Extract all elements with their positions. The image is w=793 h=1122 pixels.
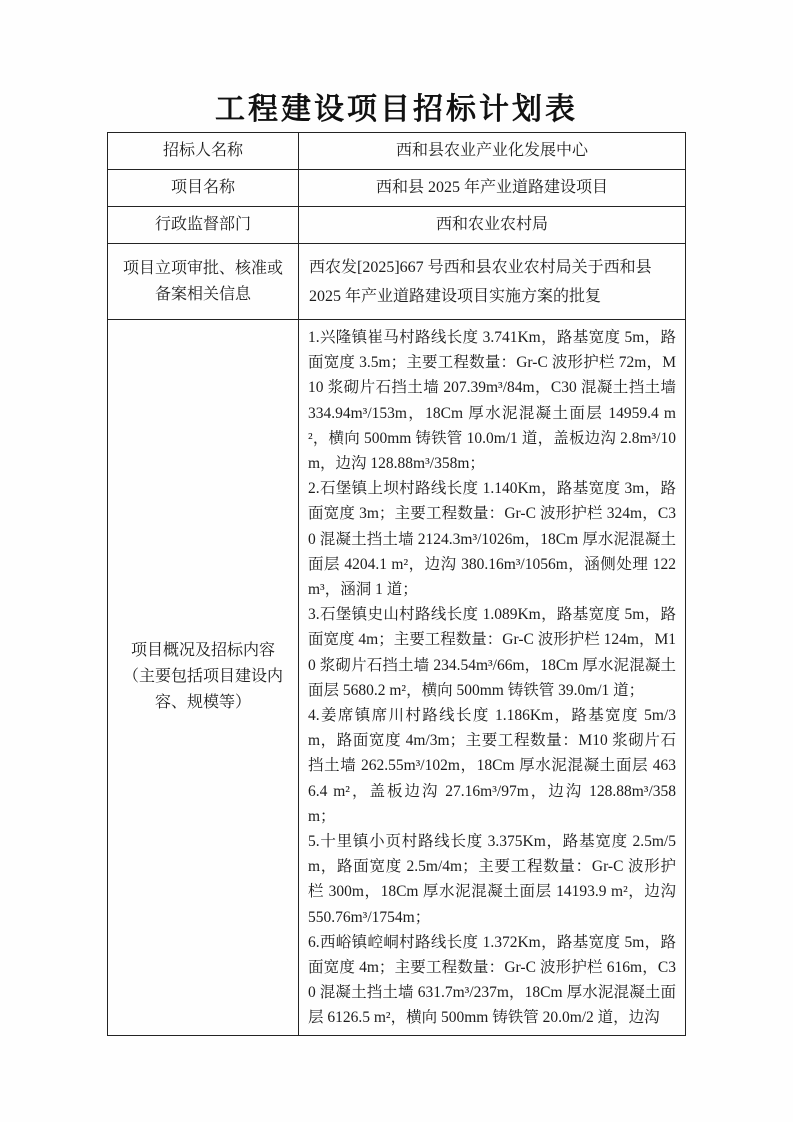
row-value-approval-info: 西农发[2025]667 号西和县农业农村局关于西和县 2025 年产业道路建设项目实施方案的批复 — [299, 244, 686, 320]
table-row — [108, 320, 686, 1036]
row-label-project-overview: 项目概况及招标内容（主要包括项目建设内容、规模等） — [108, 320, 299, 1036]
table-row — [108, 170, 686, 207]
table-row — [108, 207, 686, 244]
row-label-tenderer-name: 招标人名称 — [108, 133, 299, 170]
overview-paragraph-4: 4.姜席镇席川村路线长度 1.186Km，路基宽度 5m/3m，路面宽度 4m/3m；主要工程数量：M10 浆砌片石挡土墙 262.55m³/102m，18Cm 厚水泥混凝土面层 4636.4 m²，盖板边沟 27.16m³/97m，边沟 128.88m³/358m； — [308, 707, 676, 825]
page-title: 工程建设项目招标计划表 — [215, 93, 578, 126]
table-row — [108, 244, 686, 320]
overview-paragraph-2: 2.石堡镇上坝村路线长度 1.140Km，路基宽度 3m，路面宽度 3m；主要工程数量：Gr-C 波形护栏 324m，C30 混凝土挡土墙 2124.3m³/1026m，18Cm 厚水泥混凝土面层 4204.1 m²，边沟 380.16m³/1056m，涵侧处理 122m³，涵洞 1 道； — [308, 480, 676, 599]
row-label-approval-info: 项目立项审批、核准或备案相关信息 — [108, 244, 299, 320]
row-label-supervision-department: 行政监督部门 — [108, 207, 299, 244]
row-value-project-overview — [299, 320, 686, 1036]
overview-paragraph-5: 5.十里镇小页村路线长度 3.375Km，路基宽度 2.5m/5m，路面宽度 2.5m/4m；主要工程数量：Gr-C 波形护栏 300m，18Cm 厚水泥混凝土面层 14193.9 m²，边沟 550.76m³/1754m； — [308, 833, 676, 926]
overview-paragraph-6: 6.西峪镇崆峒村路线长度 1.372Km，路基宽度 5m，路面宽度 4m；主要工程数量：Gr-C 波形护栏 616m，C30 混凝土挡土墙 631.7m³/237m，18Cm 厚水泥混凝土面层 6126.5 m²，横向 500mm 铸铁管 20.0m/2 道，边沟 — [308, 933, 676, 1027]
row-value-tenderer-name: 西和县农业产业化发展中心 — [299, 133, 686, 170]
table-row — [108, 133, 686, 170]
row-label-project-name: 项目名称 — [108, 170, 299, 207]
row-value-project-name: 西和县 2025 年产业道路建设项目 — [299, 170, 686, 207]
row-value-supervision-department: 西和农业农村局 — [299, 207, 686, 244]
overview-paragraph-1: 1.兴隆镇崔马村路线长度 3.741Km，路基宽度 5m，路面宽度 3.5m；主要工程数量：Gr-C 波形护栏 72m，M10 浆砌片石挡土墙 207.39m³/84m，C30 混凝土挡土墙 334.94m³/153m，18Cm 厚水泥混凝土面层 14959.4 m²，横向 500mm 铸铁管 10.0m/1 道，盖板边沟 2.8m³/10m，边沟 128.88m³/358m； — [308, 329, 676, 473]
overview-paragraph-3: 3.石堡镇史山村路线长度 1.089Km，路基宽度 5m，路面宽度 4m；主要工程数量：Gr-C 波形护栏 124m，M10 浆砌片石挡土墙 234.54m³/66m，18Cm 厚水泥混凝土面层 5680.2 m²，横向 500mm 铸铁管 39.0m/1 道； — [308, 606, 676, 699]
bidding-plan-table — [107, 132, 686, 1036]
